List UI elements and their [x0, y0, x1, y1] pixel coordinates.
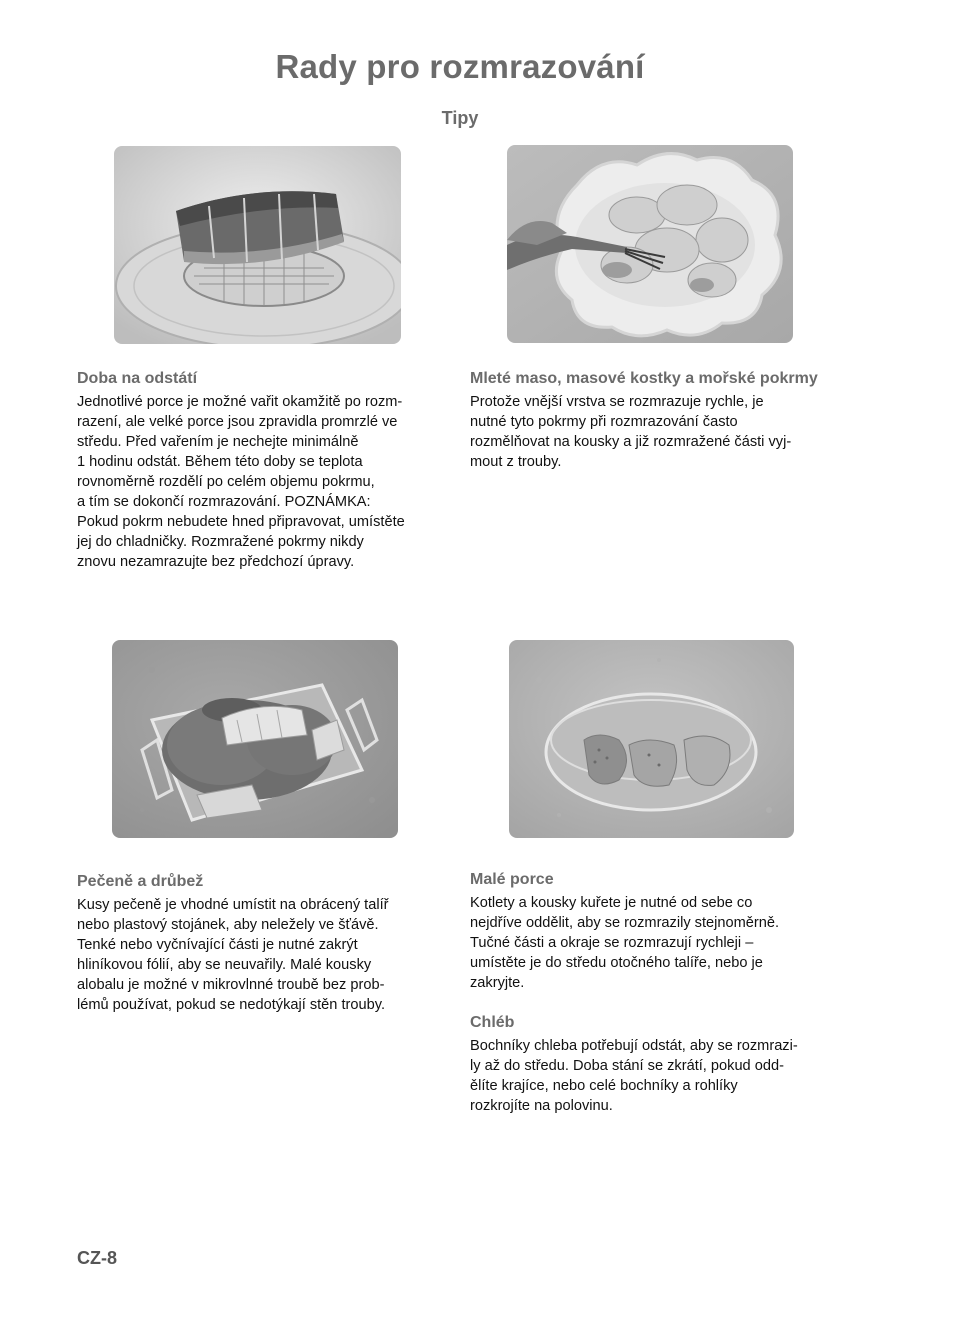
- section-heading: Malé porce: [470, 871, 554, 888]
- section-roasts-poultry: [77, 872, 452, 1015]
- minced-meat-plate-photo: [507, 145, 793, 343]
- section-small-portions: [470, 870, 845, 993]
- section-heading: Doba na odstátí: [77, 370, 198, 387]
- roast-on-rack-photo: [114, 146, 401, 344]
- section-standing-time: [77, 369, 452, 572]
- section-body: Kotlety a kousky kuřete je nutné od sebe co nejdříve oddělit, aby se rozmrazily stejnoměrně. Tučné části a okraje se rozmrazují rychleji – umístěte je do středu otočného talíře, nebo je zakryjte.: [470, 895, 780, 991]
- page-subtitle: Tipy: [441, 108, 479, 128]
- section-body: Protože vnější vrstva se rozmrazuje rychle, je nutné tyto pokrmy při rozmrazování často rozmělňovat na kousky a již rozmražené části vyj- mout z trouby.: [470, 394, 792, 470]
- section-body: Jednotlivé porce je možné vařit okamžitě po rozm- razení, ale velké porce jsou zpravidla promrzlé ve středu. Před vařením je nechejte minimálně 1 hodinu odstát. Během této doby se teplota rovnoměrně rozdělí po celém objemu pokrmu, a tím se dokončí rozmrazování. POZNÁMKA: Pokud pokrm nebudete hned připravovat, umístěte jej do chladničky. Rozmražené pokrmy nikdy znovu nezamrazujte bez předchozí úpravy.: [77, 394, 405, 570]
- section-heading: Chléb: [470, 1014, 515, 1031]
- section-minced-meat: [470, 369, 840, 472]
- section-heading: Mleté maso, masové kostky a mořské pokrmy: [470, 370, 818, 387]
- poultry-in-dish-photo: [112, 640, 398, 838]
- section-body: Bochníky chleba potřebují odstát, aby se rozmrazi- ly až do středu. Doba stání se zkrátí, pokud odd- ělíte krajíce, nebo celé bochníky a rohlíky rozkrojíte na polovinu.: [470, 1038, 798, 1114]
- chicken-pieces-dish-photo: [509, 640, 794, 838]
- page-number: CZ-8: [77, 1248, 117, 1268]
- page-title: Rady pro rozmrazování: [275, 48, 645, 85]
- section-heading: Pečeně a drůbež: [77, 873, 204, 890]
- section-bread: [470, 1013, 845, 1116]
- section-body: Kusy pečeně je vhodné umístit na obrácený talíř nebo plastový stojánek, aby neležely ve šťávě. Tenké nebo vyčnívající části je nutné zakrýt hliníkovou fólií, aby se neuvařily. Malé kousky alobalu je možné v mikrovlnné troubě bez prob- lémů používat, pokud se nedotýkají stěn trouby.: [77, 897, 389, 1013]
